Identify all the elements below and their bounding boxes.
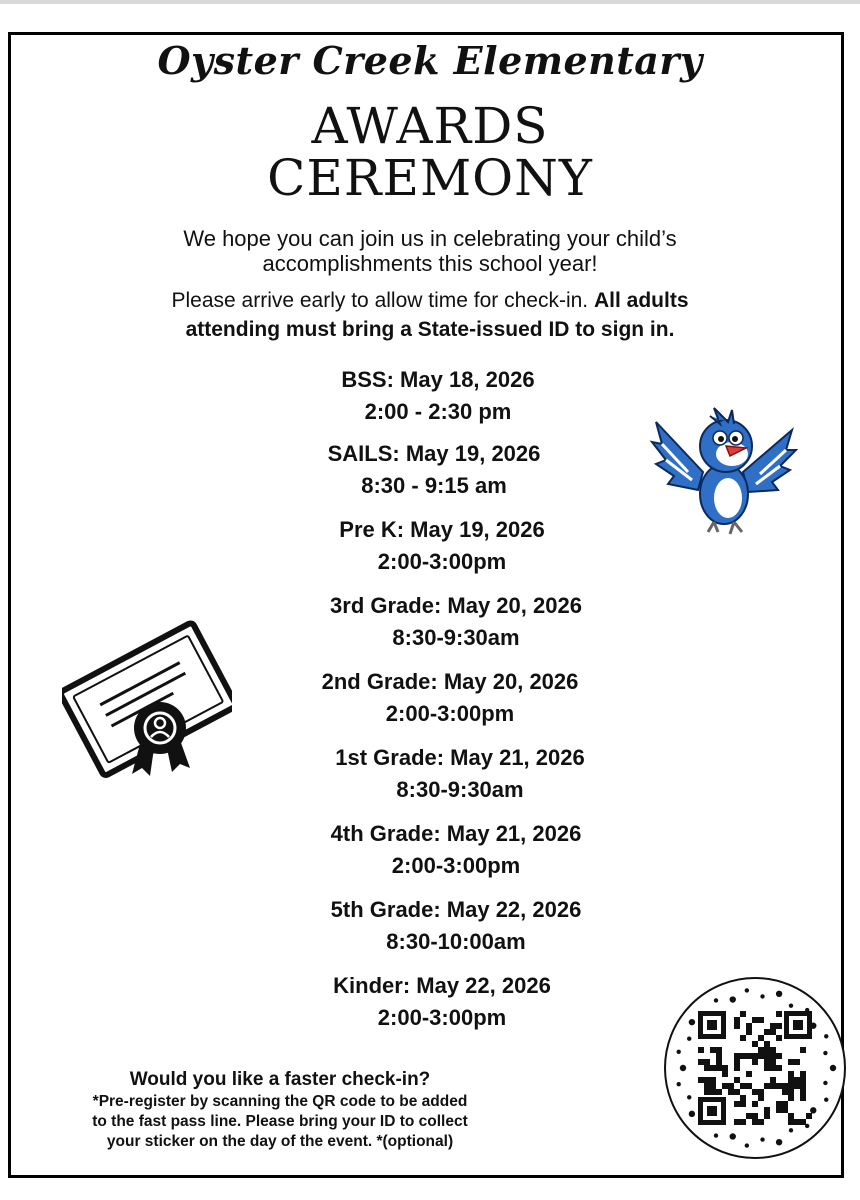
schedule-item (276, 818, 636, 882)
schedule-item (276, 590, 636, 654)
intro-text (60, 226, 800, 276)
intro-line-2: accomplishments this school year! (262, 251, 598, 276)
arrive-bold-1: All adults (594, 289, 689, 312)
schedule-time: 2:00-3:00pm (377, 549, 507, 574)
schedule-time: 8:30-10:00am (386, 929, 526, 954)
schedule-item (276, 894, 636, 958)
title-line-2: CEREMONY (267, 149, 593, 207)
schedule-event: SAILS: May 19, 2026 (327, 441, 541, 466)
title-line-1: AWARDS (311, 97, 549, 155)
schedule-event: Kinder: May 22, 2026 (333, 973, 551, 998)
schedule-event: 5th Grade: May 22, 2026 (330, 897, 582, 922)
school-name: Oyster Creek Elementary (157, 38, 703, 83)
arrive-line-1 (40, 286, 820, 315)
schedule-item (258, 364, 618, 428)
schedule-time: 8:30-9:30am (392, 625, 520, 650)
certificate-icon (62, 612, 232, 782)
checkin-note-2: to the fast pass line. Please bring your ID to collect (92, 1113, 468, 1130)
schedule-item (280, 742, 640, 806)
schedule-time: 2:00-3:00pm (377, 1005, 507, 1030)
schedule-event: 1st Grade: May 21, 2026 (335, 745, 585, 770)
schedule-event: BSS: May 18, 2026 (341, 367, 535, 392)
schedule-item (270, 666, 630, 730)
schedule-item (262, 514, 622, 578)
qr-code-icon (662, 975, 848, 1161)
schedule-item (254, 438, 614, 502)
schedule-time: 8:30 - 9:15 am (361, 473, 507, 498)
arrive-text: Please arrive early to allow time for check-in. (171, 289, 589, 312)
schedule-event: 3rd Grade: May 20, 2026 (330, 593, 582, 618)
schedule-time: 8:30-9:30am (396, 777, 524, 802)
fast-checkin-section (30, 1068, 530, 1152)
arrive-bold-2: attending must bring a State-issued ID to sign in. (185, 318, 675, 341)
arrive-line-2 (40, 315, 820, 344)
top-edge-line (0, 0, 860, 4)
checkin-note-3: your sticker on the day of the event. *(optional) (106, 1133, 454, 1150)
arrival-instructions (40, 286, 820, 344)
checkin-question: Would you like a faster check-in? (129, 1069, 431, 1090)
schedule-time: 2:00 - 2:30 pm (364, 399, 512, 424)
schedule-time: 2:00-3:00pm (391, 853, 521, 878)
checkin-note-1: *Pre-register by scanning the QR code to be added (92, 1093, 468, 1110)
intro-line-1: We hope you can join us in celebrating your child’s (183, 226, 677, 251)
schedule-event: 2nd Grade: May 20, 2026 (321, 669, 579, 694)
schedule-event: 4th Grade: May 21, 2026 (330, 821, 582, 846)
schedule-item (262, 970, 622, 1034)
schedule-event: Pre K: May 19, 2026 (339, 517, 545, 542)
blue-jay-mascot-icon (648, 402, 798, 542)
schedule-time: 2:00-3:00pm (385, 701, 515, 726)
